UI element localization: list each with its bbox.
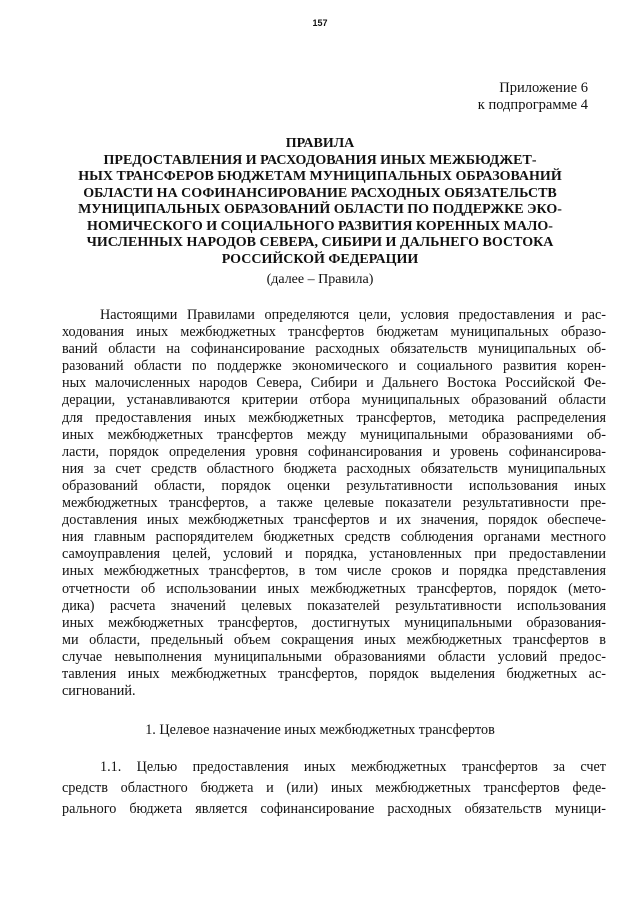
paragraph-line: иных межбюджетных трансфертов между муниципальными образованиями об-	[62, 426, 606, 443]
paragraph-line: для предоставления иных межбюджетных трансфертов, методика распределения	[62, 409, 606, 426]
appendix-line: Приложение 6	[499, 80, 588, 96]
paragraph-line: иных межбюджетных трансфертов, достигнутых муниципальными образования-	[62, 614, 606, 631]
paragraph-line: сигнований.	[62, 683, 136, 700]
paragraph-line: ния главным распорядителем бюджетных средств соблюдения органами местного	[62, 529, 606, 546]
title-line: ЧИСЛЕННЫХ НАРОДОВ СЕВЕРА, СИБИРИ И ДАЛЬНЕГО ВОСТОКА	[86, 235, 554, 250]
title-line: МУНИЦИПАЛЬНЫХ ОБРАЗОВАНИЙ ОБЛАСТИ ПО ПОДДЕРЖКЕ ЭКО-	[78, 202, 562, 217]
paragraph-line: ных малочисленных народов Севера, Сибири и Дальнего Востока Российской Фе-	[62, 375, 606, 392]
paragraph-line: рального бюджета является софинансирование расходных обязательств муници-	[62, 801, 606, 817]
title-line: ПРЕДОСТАВЛЕНИЯ И РАСХОДОВАНИЯ ИНЫХ МЕЖБЮДЖЕТ-	[103, 152, 537, 168]
paragraph-line: разований области по поддержке экономического и социального развития корен-	[62, 358, 606, 375]
section-heading: 1. Целевое назначение иных межбюджетных трансфертов	[145, 722, 495, 738]
paragraph-line: Настоящими Правилами определяются цели, условия предоставления и рас-	[100, 307, 606, 323]
appendix-line: к подпрограмме 4	[477, 97, 588, 113]
appendix-note	[478, 80, 588, 114]
paragraph-line: 1.1. Целью предоставления иных межбюджетных трансфертов за счет	[100, 759, 606, 775]
page-number: 157	[312, 18, 328, 28]
paragraph-line: ласти, порядок определения уровня софинансирования и уровень софинансирова-	[62, 443, 606, 460]
paragraph-line: тавления иных межбюджетных трансфертов, порядок выделения бюджетных ас-	[62, 665, 606, 682]
paragraph-line: средств областного бюджета и (или) иных межбюджетных трансфертов феде-	[62, 780, 606, 796]
paragraph-line: межбюджетных трансфертов, а также целевые показатели результативности пре-	[62, 495, 606, 512]
paragraph-line: ния за счет средств областного бюджета расходных обязательств муниципальных	[62, 460, 606, 477]
paragraph-line: доставления иных межбюджетных трансфертов и их значения, порядок обеспече-	[62, 512, 606, 529]
paragraph-line: отчетности об использовании иных межбюджетных трансфертов, порядок (мето-	[62, 580, 606, 597]
title-line: НОМИЧЕСКОГО И СОЦИАЛЬНОГО РАЗВИТИЯ КОРЕННЫХ МАЛО-	[87, 218, 553, 234]
paragraph-line: ходования иных межбюджетных трансфертов бюджетам муниципальных образо-	[62, 324, 606, 341]
document-title	[50, 136, 590, 268]
paragraph-line: иных межбюджетных трансфертов, в том числе сроков и порядка представления	[62, 563, 606, 580]
document-subtitle: (далее – Правила)	[266, 272, 374, 287]
paragraph-line: ми области, предельный объем сокращения иных межбюджетных трансфертов в	[62, 631, 606, 648]
paragraph-line: дерации, устанавливаются критерии отбора муниципальных образований области	[62, 392, 606, 409]
paragraph-line: самоуправления целей, условий и порядка, установленных при предоставлении	[62, 546, 606, 563]
title-line: НЫХ ТРАНСФЕРОВ БЮДЖЕТАМ МУНИЦИПАЛЬНЫХ ОБРАЗОВАНИЙ	[78, 169, 562, 184]
title-line: ПРАВИЛА	[285, 136, 355, 151]
paragraph-line: случае невыполнения муниципальными образованиями области условий предос-	[62, 648, 606, 665]
title-line: ОБЛАСТИ НА СОФИНАНСИРОВАНИЕ РАСХОДНЫХ ОБЯЗАТЕЛЬСТВ	[83, 185, 557, 201]
clause-paragraph	[62, 757, 606, 820]
paragraph-line: ваний области на софинансирование расходных обязательств муниципальных об-	[62, 341, 606, 358]
paragraph-line: дика) расчета значений целевых показателей результативности использования	[62, 597, 606, 614]
intro-paragraph	[62, 307, 606, 700]
title-line: РОССИЙСКОЙ ФЕДЕРАЦИИ	[221, 251, 419, 267]
paragraph-line: образований области, порядок оценки результативности использования иных	[62, 477, 606, 494]
